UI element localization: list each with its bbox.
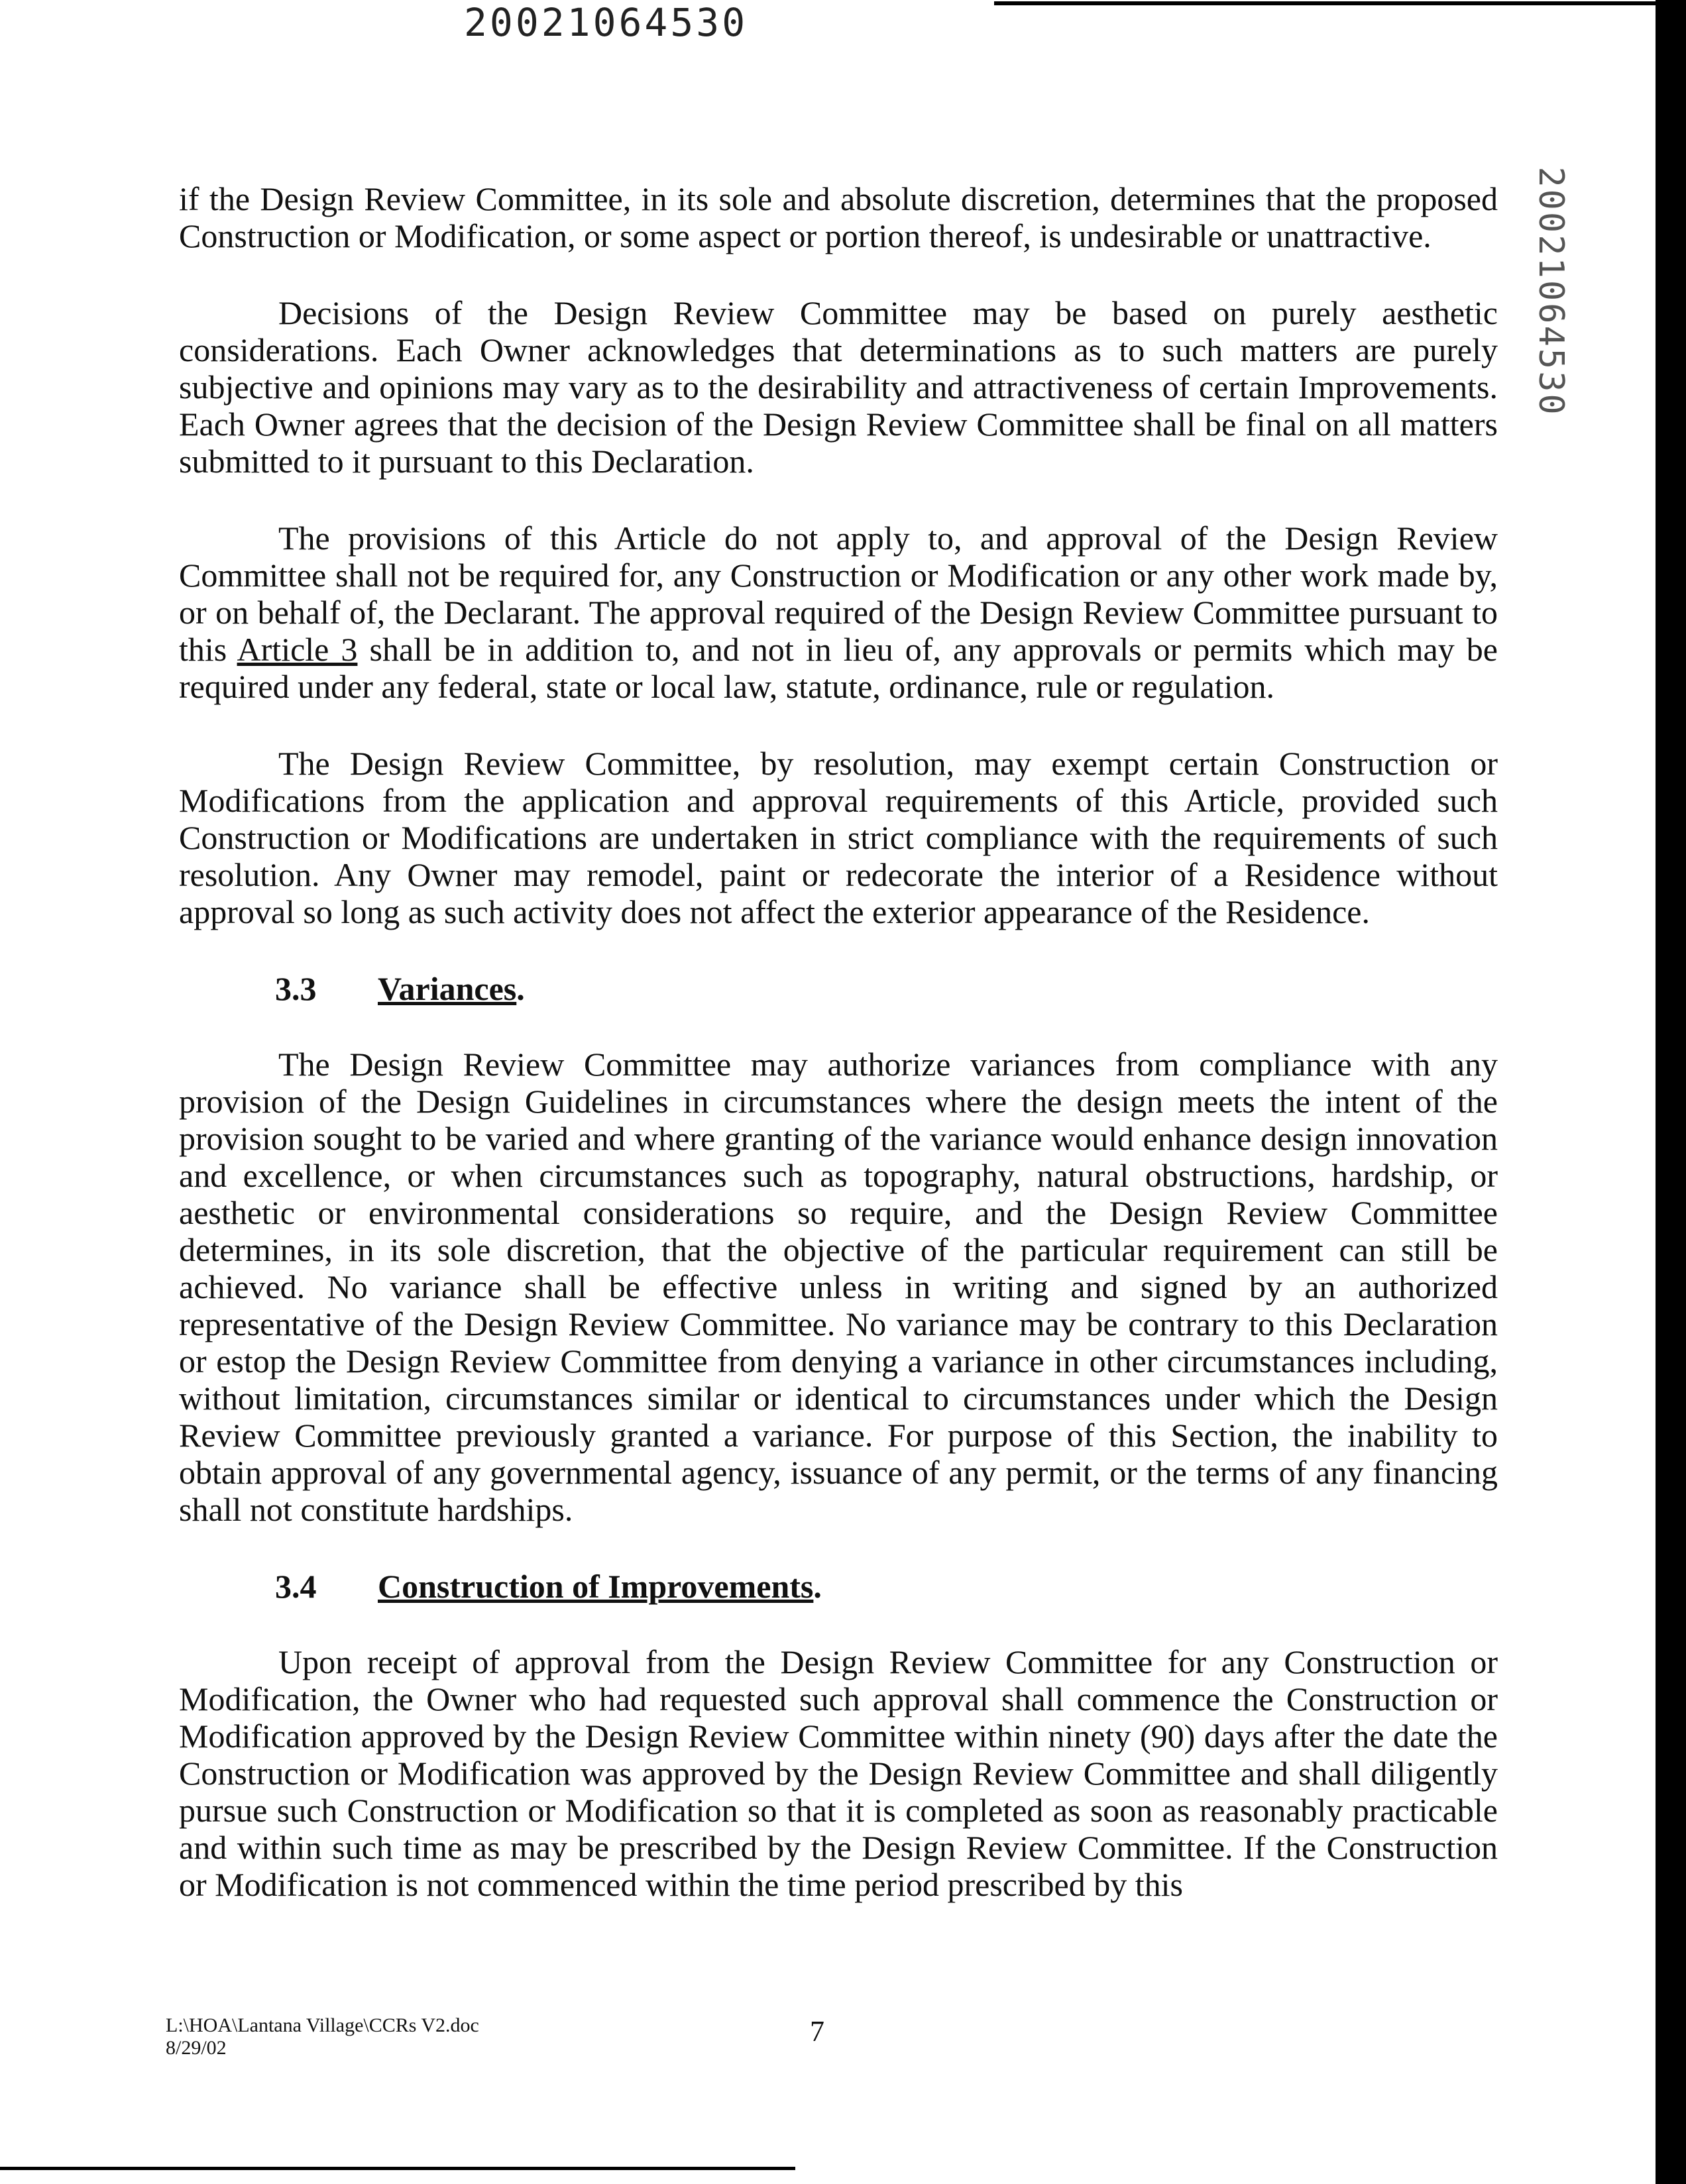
- document-number: 20021064530: [464, 0, 748, 45]
- footer-file-path: L:\HOA\Lantana Village\CCRs V2.doc: [166, 2014, 479, 2036]
- section-title-period: .: [813, 1568, 822, 1605]
- side-document-stamp: 20021064530: [1531, 166, 1571, 417]
- footer-file-info: [166, 2014, 479, 2059]
- footer-date: 8/29/02: [166, 2037, 227, 2059]
- top-scan-edge: [994, 1, 1686, 5]
- paragraph-declarant-exemption: [179, 519, 1498, 705]
- section-title: Construction of Improvements: [378, 1568, 814, 1605]
- paragraph-resolution-exemption: The Design Review Committee, by resolution, may exempt certain Construction or Modifications from the application and approval requirements of this Article, provided such Construction or Modifications are undertaken in strict compliance with the requirements of such resolution. Any Owner may remodel, paint or redecorate the interior of a Residence without approval so long as such activity does not affect the exterior appearance of the Residence.: [179, 745, 1498, 930]
- page-number: 7: [810, 2015, 824, 2048]
- section-number: 3.4: [275, 1568, 317, 1605]
- paragraph-construction: Upon receipt of approval from the Design Review Committee for any Construction or Modification, the Owner who had requested such approval shall commence the Construction or Modification approved by the Design Review Committee within ninety (90) days after the date the Construction or Modification was approved by the Design Review Committee and shall diligently pursue such Construction or Modification so that it is completed as soon as reasonably practicable and within such time as may be prescribed by the Design Review Committee. If the Construction or Modification is not commenced within the time period prescribed by this: [179, 1643, 1498, 1903]
- section-title-wrap: [378, 970, 525, 1007]
- right-scan-edge: [1656, 0, 1686, 2184]
- paragraph-text: The provisions of this Article do not apply to, and approval of the Design Review Committee shall not be required for, any Construction or Modification or any other work made by, or on behalf of, the Declarant. The approval required of the Design Review Committee pursuant to this: [179, 519, 1498, 668]
- section-title-period: .: [516, 970, 525, 1007]
- paragraph-aesthetic-decisions: Decisions of the Design Review Committee may be based on purely aesthetic considerations. Each Owner acknowledges that determinations as to such matters are purely subjective and opinions may vary as to the desirability and attractiveness of certain Improvements. Each Owner agrees that the decision of the Design Review Committee shall be final on all matters submitted to it pursuant to this Declaration.: [179, 294, 1498, 480]
- page-body: [179, 180, 1498, 1943]
- paragraph-continued: if the Design Review Committee, in its sole and absolute discretion, determines that the proposed Construction or Modification, or some aspect or portion thereof, is undesirable or unattractive.: [179, 180, 1498, 254]
- paragraph-text: shall be in addition to, and not in lieu of, any approvals or permits which may be required under any federal, state or local law, statute, ordinance, rule or regulation.: [179, 631, 1498, 705]
- section-heading-3-3: [179, 970, 1498, 1007]
- section-heading-3-4: [179, 1568, 1498, 1605]
- paragraph-variances: The Design Review Committee may authorize variances from compliance with any provision of the Design Guidelines in circumstances where the design meets the intent of the provision sought to be varied and where granting of the variance would enhance design innovation and excellence, or when circumstances such as topography, natural obstructions, hardship, or aesthetic or environmental considerations so require, and the Design Review Committee determines, in its sole discretion, that the objective of the particular requirement can still be achieved. No variance shall be effective unless in writing and signed by an authorized representative of the Design Review Committee. No variance may be contrary to this Declaration or estop the Design Review Committee from denying a variance in other circumstances including, without limitation, circumstances similar or identical to circumstances under which the Design Review Committee previously granted a variance. For purpose of this Section, the inability to obtain approval of any governmental agency, issuance of any permit, or the terms of any financing shall not constitute hardships.: [179, 1046, 1498, 1528]
- section-number: 3.3: [275, 970, 317, 1007]
- bottom-scan-edge: [0, 2167, 795, 2170]
- article-3-reference: Article 3: [237, 631, 358, 668]
- section-title-wrap: [378, 1568, 822, 1605]
- section-title: Variances: [378, 970, 517, 1007]
